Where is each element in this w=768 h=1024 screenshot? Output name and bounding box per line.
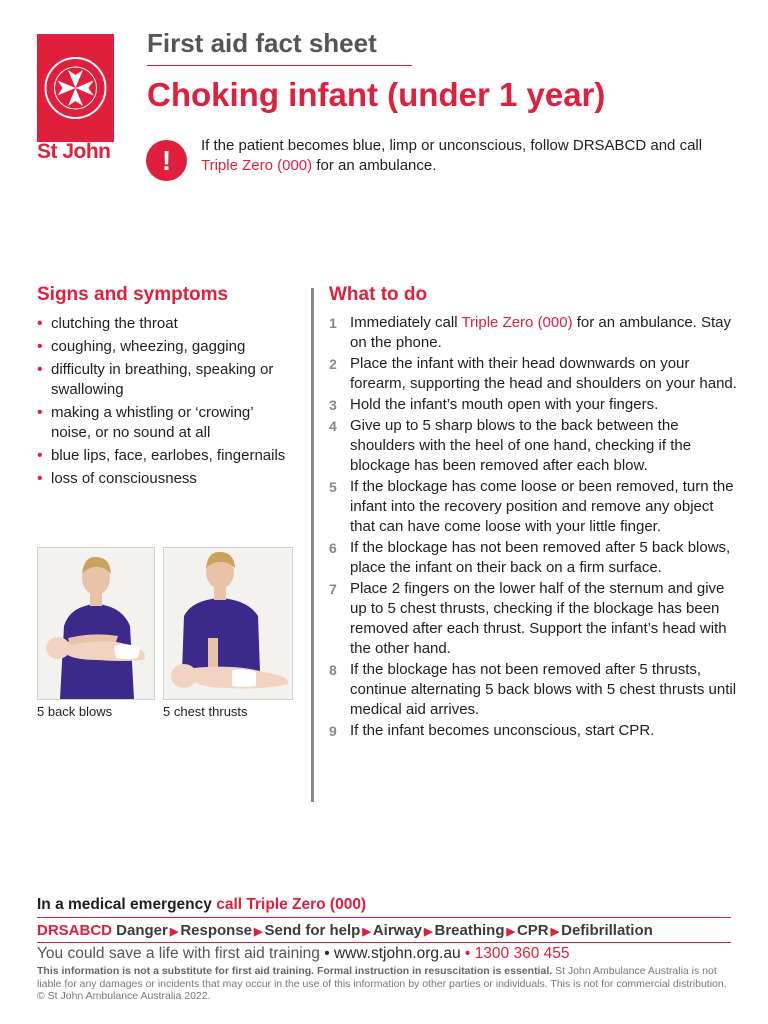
step-item [329, 721, 739, 741]
step-text: If the blockage has come loose or been removed, turn the infant into the recovery position and remove any object that can have come loose with your little finger. [350, 478, 734, 535]
sign-item: • coughing, wheezing, gagging [37, 337, 287, 357]
back-blows-photo [37, 547, 155, 700]
step-item [329, 395, 739, 415]
exclamation-icon: ! [146, 140, 187, 181]
step-text: Place the infant with their head downwards on your forearm, supporting the head and shoulders on your hand. [350, 355, 737, 392]
emergency-prefix: In a medical emergency [37, 896, 217, 913]
step-triple-zero: Triple Zero (000) [461, 314, 573, 331]
step-item [329, 538, 739, 578]
maltese-cross-icon [37, 34, 114, 142]
sign-item: • clutching the throat [37, 314, 287, 334]
column-divider [311, 288, 314, 802]
footer-rule [37, 942, 731, 943]
step-item [329, 477, 739, 537]
step-item [329, 313, 739, 353]
triangle-right-icon: ▶ [169, 926, 179, 938]
chest-thrusts-photo [163, 547, 293, 700]
step-text: If the blockage has not been removed after 5 back blows, place the infant on their back on a firm surface. [350, 539, 731, 576]
step-number: 3 [329, 397, 337, 413]
signs-heading: Signs and symptoms [37, 284, 229, 305]
step-number: 1 [329, 315, 337, 331]
step-number: 8 [329, 662, 337, 678]
step-number: 5 [329, 479, 337, 495]
alert-text [201, 136, 721, 176]
bullet: • [464, 945, 471, 962]
bullet: • [324, 945, 330, 962]
alert-triple-zero: Triple Zero (000) [201, 157, 313, 174]
drsabcd-line [37, 922, 731, 939]
drsabcd-step: Airway [372, 922, 423, 939]
step-text: If the infant becomes unconscious, start CPR. [350, 722, 655, 739]
drsabcd-step: Danger [116, 922, 168, 939]
back-blows-caption: 5 back blows [37, 704, 113, 719]
step-text: If the blockage has not been removed after 5 thrusts, continue alternating 5 back blows with 5 chest thrusts until medical aid arrives. [350, 661, 737, 718]
step-item [329, 660, 739, 720]
triangle-right-icon: ▶ [550, 926, 560, 938]
signs-section [37, 284, 287, 492]
disclaimer [37, 965, 731, 1003]
step-item [329, 416, 739, 476]
drsabcd-step: Send for help [264, 922, 361, 939]
title-divider [147, 65, 412, 66]
back-blows-illustration [38, 548, 154, 699]
chest-thrusts-illustration [164, 548, 292, 699]
steps-list [329, 313, 739, 741]
drsabcd-step: Breathing [434, 922, 505, 939]
training-text: You could save a life with first aid training [37, 945, 320, 962]
emergency-call: call Triple Zero (000) [216, 896, 367, 913]
sign-item: • difficulty in breathing, speaking or swallowing [37, 360, 287, 400]
chest-thrusts-caption: 5 chest thrusts [163, 704, 248, 719]
signs-list [37, 314, 287, 489]
footer [37, 896, 731, 1003]
step-text: Hold the infant’s mouth open with your fingers. [350, 396, 659, 413]
website-link[interactable]: www.stjohn.org.au [333, 945, 461, 962]
page-title: Choking infant (under 1 year) [147, 76, 606, 113]
drsabcd-step: CPR [516, 922, 549, 939]
logo-badge [37, 34, 114, 142]
alert-text-before: If the patient becomes blue, limp or unconscious, follow DRSABCD and call [201, 137, 703, 154]
phone-number[interactable]: 1300 360 455 [474, 945, 570, 962]
triangle-right-icon: ▶ [362, 926, 371, 938]
step-number: 7 [329, 581, 337, 597]
footer-rule [37, 917, 731, 918]
step-text: Give up to 5 sharp blows to the back between the shoulders with the heel of one hand, checking if the blockage has been removed after each blow. [350, 417, 692, 474]
step-number: 2 [329, 356, 337, 372]
disclaimer-bold: This information is not a substitute for first aid training. Formal instruction in resuscitation is essential. [37, 965, 553, 977]
step-item [329, 579, 739, 659]
drsabcd-step: Response [180, 922, 253, 939]
step-number: 4 [329, 418, 337, 434]
triangle-right-icon: ▶ [424, 926, 433, 938]
alert-text-after: for an ambulance. [312, 157, 437, 174]
disclaimer-text: St John Ambulance Australia is not liable for any damages or incidents that may occur in the use of this information by other parties or individuals. This is not for commercial distribution. © St John Ambulance Australia 2022. [37, 965, 727, 1002]
sign-item: • making a whistling or ‘crowing’ noise, or no sound at all [37, 403, 287, 443]
drsabcd-label: DRSABCD [37, 922, 112, 939]
what-to-do-section [329, 284, 739, 742]
sheet-label: First aid fact sheet [147, 28, 377, 58]
step-item [329, 354, 739, 394]
triangle-right-icon: ▶ [506, 926, 515, 938]
step-text-after: for an ambulance. Stay on the phone. [350, 314, 732, 351]
triangle-right-icon: ▶ [254, 926, 263, 938]
what-to-do-heading: What to do [329, 284, 428, 305]
brand-name: St John [37, 140, 111, 163]
sign-item: • loss of consciousness [37, 469, 287, 489]
step-number: 9 [329, 723, 337, 739]
step-text: Immediately call [350, 314, 462, 331]
emergency-line [37, 896, 731, 914]
training-line [37, 945, 731, 963]
drsabcd-step: Defibrillation [561, 922, 653, 939]
step-text: Place 2 fingers on the lower half of the sternum and give up to 5 chest thrusts, checking if the blockage has been removed after each thrust. Support the infant’s head with the other hand. [350, 580, 727, 657]
sign-item: • blue lips, face, earlobes, fingernails [37, 446, 287, 466]
step-number: 6 [329, 540, 337, 556]
